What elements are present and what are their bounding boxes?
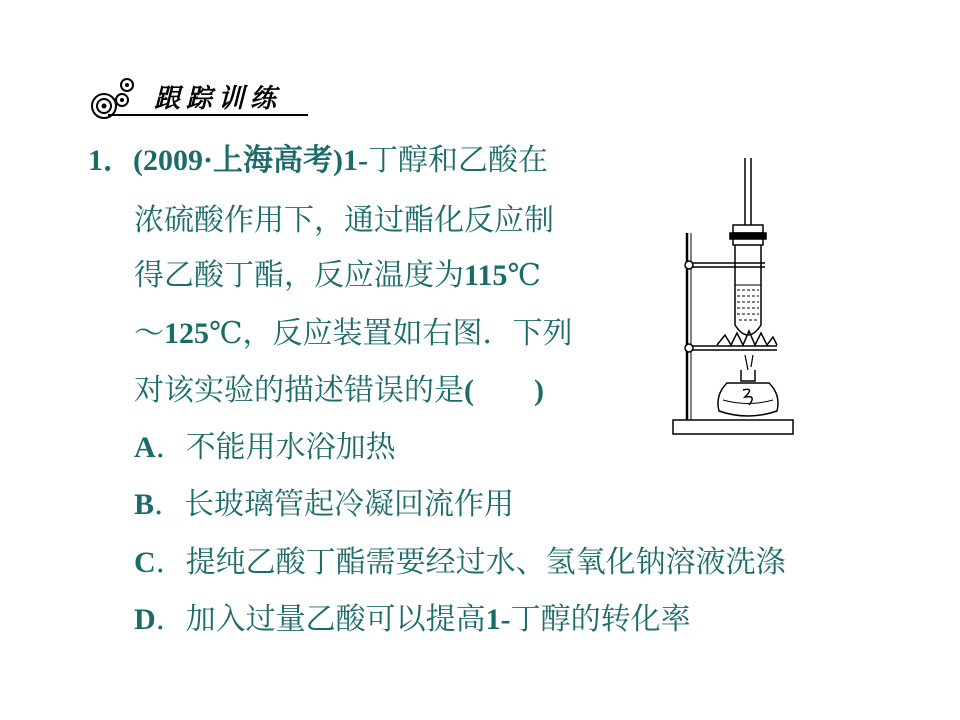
option-a — [134, 430, 396, 466]
question-number: 1． — [88, 144, 133, 177]
stem-line-3 — [134, 258, 541, 294]
option-letter: A — [134, 431, 156, 464]
option-text: 不能用水浴加热 — [185, 430, 396, 465]
stem-text: ℃，反应装置如右图．下列 — [209, 316, 573, 351]
stem-line-2 — [134, 203, 554, 239]
option-sep: ． — [155, 545, 186, 580]
tilde: ～ — [134, 316, 164, 351]
temperature-low: 115 — [464, 259, 508, 292]
section-header — [88, 76, 308, 122]
stem-text: 丁醇和乙酸在 — [368, 143, 548, 178]
option-c — [134, 545, 786, 581]
option-text-after: 丁醇的转化率 — [510, 602, 691, 637]
option-text: 提纯乙酸丁酯需要经过水、氢氧化钠溶液洗涤 — [185, 545, 786, 580]
question-source: (2009·上海高考) — [133, 144, 343, 177]
option-letter: D — [134, 603, 156, 636]
stem-bold-lead: 1- — [343, 144, 368, 177]
stem-line-4 — [134, 316, 573, 352]
option-text: 加入过量乙酸可以提高 — [185, 602, 486, 637]
stem-text: 对该实验的描述错误的是 — [134, 373, 464, 408]
stem-line-1 — [88, 143, 548, 179]
temperature-unit: ℃ — [507, 258, 541, 293]
option-sep: ． — [154, 487, 185, 522]
reflux-apparatus-diagram — [665, 155, 800, 440]
option-sep: ． — [155, 430, 186, 465]
header-underline — [108, 114, 308, 116]
option-letter: B — [134, 488, 155, 521]
option-bold-part: 1- — [485, 603, 511, 636]
option-text: 长玻璃管起冷凝回流作用 — [184, 487, 515, 522]
temperature-high: 125 — [164, 317, 209, 350]
header-title: 跟踪训练 — [154, 84, 283, 114]
option-sep: ． — [155, 602, 186, 637]
option-letter: C — [134, 546, 156, 579]
stem-text: 浓硫酸作用下，通过酯化反应制 — [134, 203, 554, 238]
option-d — [134, 602, 691, 638]
stem-text: 得乙酸丁酯，反应温度为 — [134, 258, 464, 293]
stem-line-5 — [134, 373, 544, 409]
option-b — [134, 487, 514, 523]
answer-blank: ( ) — [464, 374, 544, 407]
